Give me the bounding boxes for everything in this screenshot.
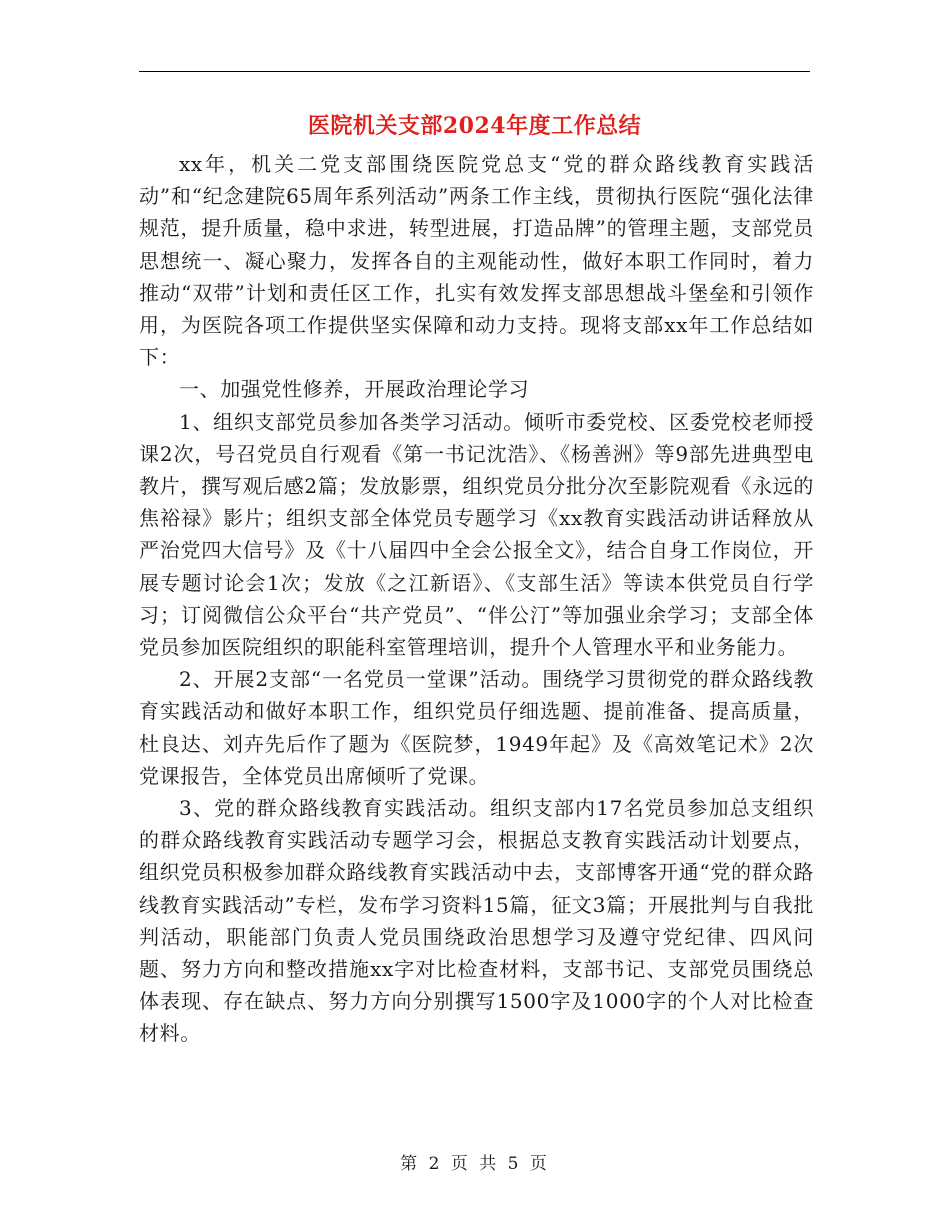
document-body xyxy=(139,148,814,1050)
page-footer: 第 2 页 共 5 页 xyxy=(400,1154,550,1174)
paragraph-item-2: 2、开展2支部“一名党员一堂课”活动。围绕学习贯彻党的群众路线教育实践活动和做好本职工作，组织党员仔细选题、提前准备、提高质量，杜良达、刘卉先后作了题为《医院梦，1949年起》及《高效笔记术》2次党课报告，全体党员出席倾听了党课。 xyxy=(139,667,814,788)
section-heading: 一、加强党性修养，开展政治理论学习 xyxy=(179,377,530,402)
paragraph-item-3: 3、党的群众路线教育实践活动。组织支部内17名党员参加总支组织的群众路线教育实践活动专题学习会，根据总支教育实践活动计划要点，组织党员积极参加群众路线教育实践活动中去，支部博客开通“党的群众路线教育实践活动”专栏，发布学习资料15篇，征文3篇；开展批判与自我批判活动，职能部门负责人党员围绕政治思想学习及遵守党纪律、四风问题、努力方向和整改措施xx字对比检查材料，支部书记、支部党员围绕总体表现、存在缺点、努力方向分别撰写1500字及1000字的个人对比检查材料。 xyxy=(139,796,814,1046)
paragraph-item-1: 1、组织支部党员参加各类学习活动。倾听市委党校、区委党校老师授课2次，号召党员自行观看《第一书记沈浩》、《杨善洲》等9部先进典型电教片，撰写观后感2篇；发放影票，组织党员分批分次至影院观看《永远的焦裕禄》影片；组织支部全体党员专题学习《xx教育实践活动讲话释放从严治党四大信号》及《十八届四中全会公报全文》，结合自身工作岗位，开展专题讨论会1次；发放《之江新语》、《支部生活》等读本供党员自行学习；订阅微信公众平台“共产党员”、“伴公汀”等加强业余学习；支部全体党员参加医院组织的职能科室管理培训，提升个人管理水平和业务能力。 xyxy=(139,409,814,660)
header-rule xyxy=(139,71,810,72)
paragraph-intro: xx年，机关二党支部围绕医院党总支“党的群众路线教育实践活动”和“纪念建院65周年系列活动”两条工作主线，贯彻执行医院“强化法律规范，提升质量，稳中求进，转型进展，打造品牌”的管理主题，支部党员思想统一、凝心聚力，发挥各自的主观能动性，做好本职工作同时，着力推动“双带”计划和责任区工作，扎实有效发挥支部思想战斗堡垒和引领作用，为医院各项工作提供坚实保障和动力支持。现将支部xx年工作总结如下： xyxy=(139,152,814,370)
document-title: 医院机关支部2024年度工作总结 xyxy=(307,113,642,139)
